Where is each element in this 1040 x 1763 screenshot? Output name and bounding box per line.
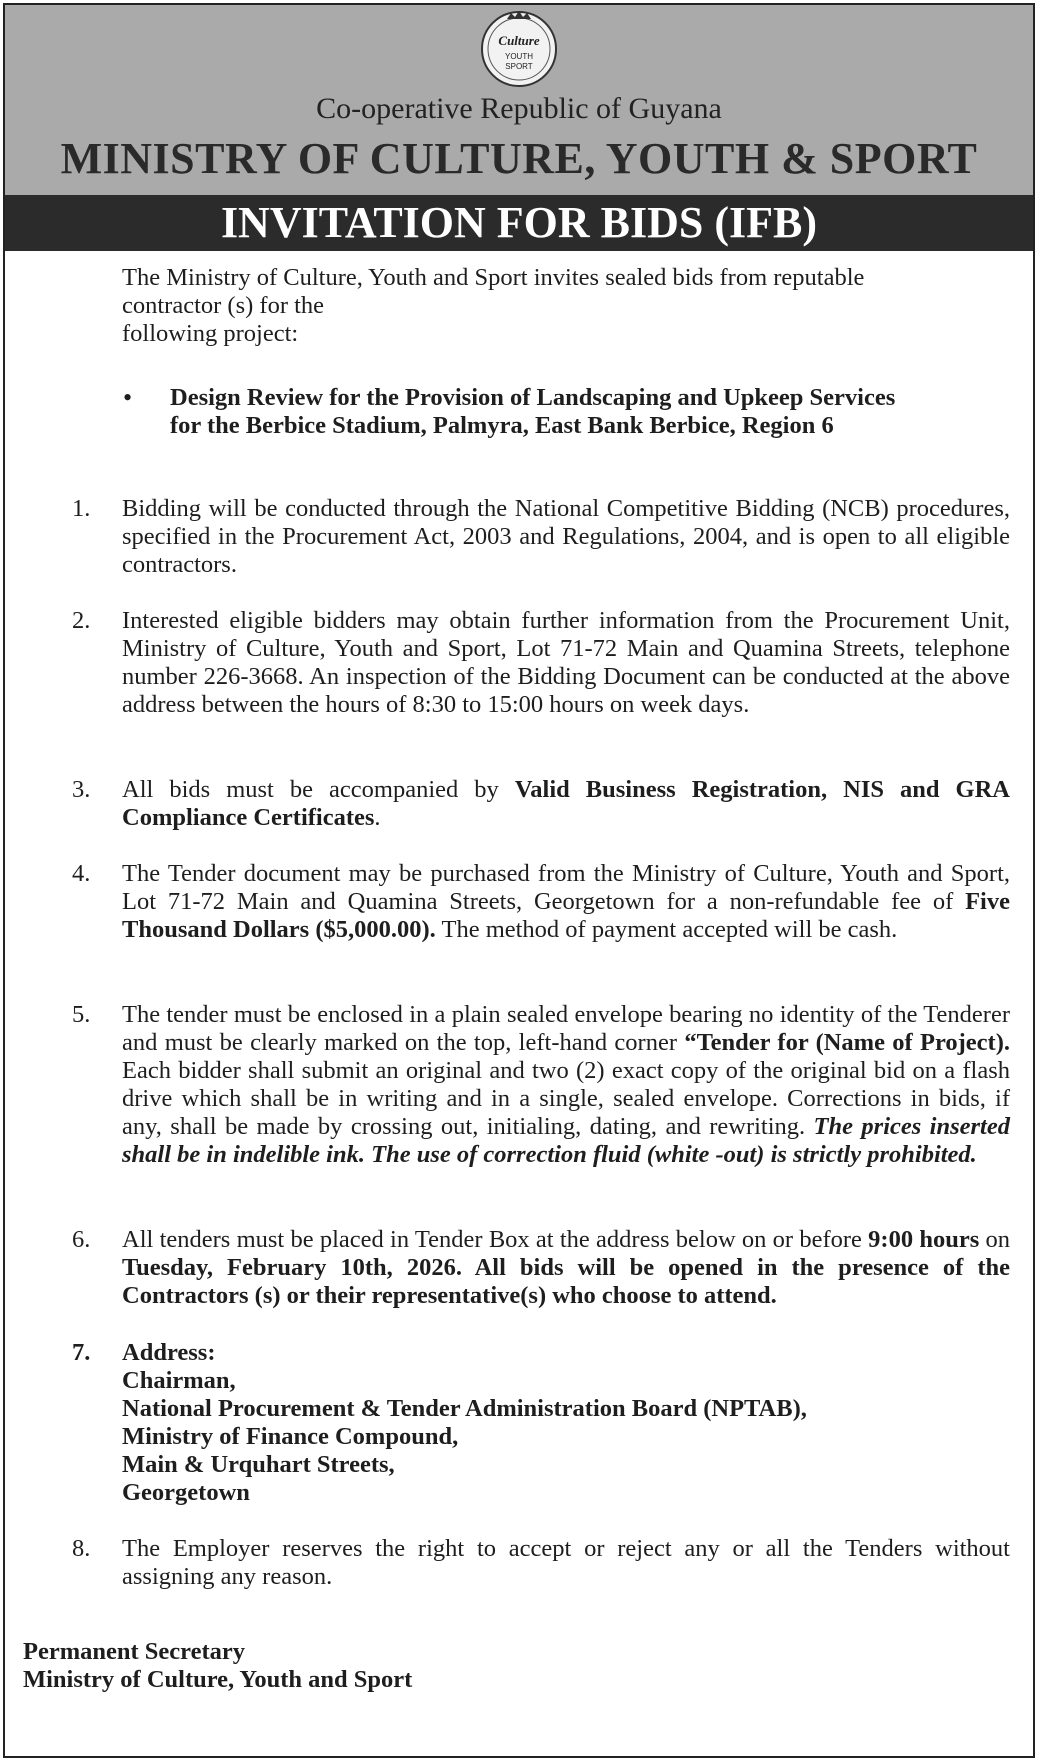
- logo-text: Culture: [498, 33, 540, 48]
- clause-number: 7.: [72, 1339, 91, 1366]
- text-run: All bids must be accompanied by: [122, 776, 515, 803]
- text-run: All tenders must be placed in Tender Box at the address below on or before: [122, 1226, 869, 1253]
- text-run: on: [979, 1226, 1011, 1253]
- address-line: Main & Urquhart Streets,: [122, 1451, 395, 1478]
- republic-name: Co-operative Republic of Guyana: [316, 92, 722, 125]
- clause-text: [122, 776, 1010, 832]
- clause-number: 2.: [72, 607, 91, 634]
- ministry-logo: [475, 9, 563, 89]
- ministry-name: MINISTRY OF CULTURE, YOUTH & SPORT: [60, 134, 978, 183]
- text-run: The tender must be enclosed in a plain sealed envelope bearing no identity of the Tenderer and must be clearly marked on the top, left-hand corner: [122, 1001, 1010, 1056]
- signature-block: [23, 1638, 412, 1694]
- text-run-bold: “Tender for (Name of Project).: [684, 1029, 1010, 1056]
- svg-text:SPORT: SPORT: [505, 62, 533, 71]
- clause-number: 5.: [72, 1001, 91, 1028]
- text-run: .: [374, 804, 381, 831]
- text-run-bold: 9:00 hours: [868, 1226, 980, 1253]
- svg-text:YOUTH: YOUTH: [505, 52, 533, 61]
- clause-text: Interested eligible bidders may obtain further information from the Procurement Unit, Ministry of Culture, Youth and Sport, Lot 71-72 Main and Quamina Streets, telephone number 226-3668. An inspection of the Bidding Document can be conducted at the above address between the hours of 8:30 to 15:00 hours on week days.: [122, 607, 1010, 718]
- address-line: Ministry of Finance Compound,: [122, 1423, 459, 1450]
- intro-line: following project:: [122, 320, 299, 347]
- clause-text: [122, 1226, 1010, 1310]
- clause-text: Bidding will be conducted through the National Competitive Bidding (NCB) procedures, specified in the Procurement Act, 2003 and Regulations, 2004, and is open to all eligible contractors.: [122, 495, 1010, 578]
- notice-title: INVITATION FOR BIDS (IFB): [5, 195, 1033, 251]
- address-block: [122, 1339, 1010, 1507]
- clause-number: 8.: [72, 1535, 91, 1562]
- signature-org: Ministry of Culture, Youth and Sport: [23, 1666, 413, 1693]
- text-run: The Tender document may be purchased from the Ministry of Culture, Youth and Sport, Lot 71-72 Main and Quamina Streets, Georgetown for a non-refundable fee of: [122, 860, 1010, 915]
- text-run: The method of payment accepted will be cash.: [435, 916, 898, 943]
- text-run-bold: Five Thousand Dollars ($5,000.00).: [122, 888, 1010, 943]
- header-banner: [5, 5, 1033, 195]
- address-line: Address:: [122, 1339, 216, 1366]
- project-line: for the Berbice Stadium, Palmyra, East Bank Berbice, Region 6: [170, 412, 834, 439]
- project-name: [170, 384, 1010, 440]
- text-run-bold-italic: The prices inserted shall be in indelible ink. The use of correction fluid (white -out) is strictly prohibited.: [122, 1113, 1010, 1168]
- clause-text: [122, 1001, 1010, 1169]
- address-line: Georgetown: [122, 1479, 250, 1506]
- clause-number: 4.: [72, 860, 91, 887]
- text-run: Each bidder shall submit an original and two (2) exact copy of the original bid on a flash drive which shall be in writing and in a single, sealed envelope. Corrections in bids, if any, shall be made by crossing out, initialing, dating, and rewriting.: [122, 1057, 1010, 1140]
- text-run-bold: Valid Business Registration, NIS and GRA Compliance Certificates: [122, 776, 1010, 831]
- intro-line: The Ministry of Culture, Youth and Sport invites sealed bids from reputable: [122, 264, 865, 291]
- address-line: National Procurement & Tender Administration Board (NPTAB),: [122, 1395, 807, 1422]
- project-line: Design Review for the Provision of Landscaping and Upkeep Services: [170, 384, 896, 411]
- intro-paragraph: [122, 264, 962, 348]
- address-line: Chairman,: [122, 1367, 236, 1394]
- clause-number: 1.: [72, 495, 91, 522]
- clause-text: [122, 860, 1010, 944]
- clause-text: The Employer reserves the right to accept or reject any or all the Tenders without assigning any reason.: [122, 1535, 1010, 1590]
- ifb-notice: [3, 3, 1035, 1758]
- text-run-bold: Tuesday, February 10th, 2026. All bids will be opened in the presence of the Contractors (s) or their representative(s) who choose to attend.: [122, 1254, 1010, 1309]
- clause-number: 3.: [72, 776, 91, 803]
- intro-line: contractor (s) for the: [122, 292, 325, 319]
- bullet-icon: •: [123, 383, 133, 412]
- clause-number: 6.: [72, 1226, 91, 1253]
- signature-title: Permanent Secretary: [23, 1638, 245, 1665]
